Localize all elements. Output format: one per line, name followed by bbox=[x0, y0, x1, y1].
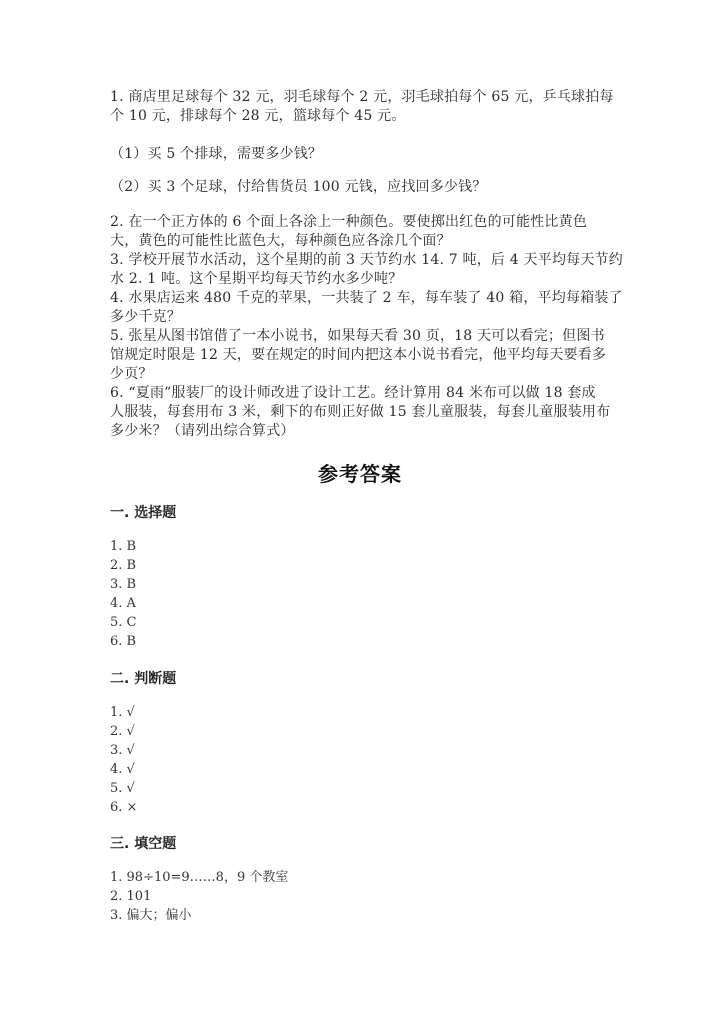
question-4-line-2: 多少千克？ bbox=[110, 309, 181, 325]
section-1-answer-5: 5. C bbox=[110, 615, 137, 630]
section-2-answer-2: 2. √ bbox=[110, 724, 135, 739]
question-6-line-1: 6. “夏雨”服装厂的设计师改进了设计工艺。经计算用 84 米布可以做 18 套成 bbox=[110, 385, 596, 401]
section-1-answer-1: 1. B bbox=[110, 539, 137, 554]
question-1-sub-1: （1）买 5 个排球，需要多少钱？ bbox=[110, 146, 323, 162]
section-2-answer-1: 1. √ bbox=[110, 705, 135, 720]
question-6-line-3: 多少米？（请列出综合算式） bbox=[110, 423, 295, 439]
question-2-line-2: 大，黄色的可能性比蓝色大，每种颜色应各涂几个面？ bbox=[110, 233, 451, 249]
question-5-line-2: 馆规定时限是 12 天，要在规定的时间内把这本小说书看完，他平均每天要看多 bbox=[110, 347, 607, 363]
section-1-heading: 一. 选择题 bbox=[110, 505, 177, 521]
question-1-line-1: 1. 商店里足球每个 32 元，羽毛球每个 2 元，羽毛球拍每个 65 元，乒乓球拍每 bbox=[110, 89, 614, 105]
question-6-line-2: 人服装，每套用布 3 米，剩下的布则正好做 15 套儿童服装，每套儿童服装用布 bbox=[110, 404, 611, 420]
section-2-answer-3: 3. √ bbox=[110, 743, 135, 758]
question-5-line-1: 5. 张星从图书馆借了一本小说书，如果每天看 30 页，18 天可以看完；但图书 bbox=[110, 328, 605, 344]
question-1-sub-2: （2）买 3 个足球，付给售货员 100 元钱，应找回多少钱？ bbox=[110, 179, 487, 195]
section-3-answer-1: 1. 98÷10=9……8，9 个教室 bbox=[110, 870, 289, 885]
question-5-line-3: 少页？ bbox=[110, 366, 153, 382]
question-3-line-2: 水 2. 1 吨。这个星期平均每天节约水多少吨？ bbox=[110, 271, 403, 287]
section-1-answer-4: 4. A bbox=[110, 596, 136, 611]
question-1-line-2: 个 10 元，排球每个 28 元，篮球每个 45 元。 bbox=[110, 108, 406, 124]
answers-title: 参考答案 bbox=[318, 462, 402, 486]
section-2-answer-5: 5. √ bbox=[110, 781, 135, 796]
section-3-answer-3: 3. 偏大；偏小 bbox=[110, 908, 192, 923]
section-1-answer-6: 6. B bbox=[110, 634, 137, 649]
question-3-line-1: 3. 学校开展节水活动，这个星期的前 3 天节约水 14. 7 吨，后 4 天平均每天节约 bbox=[110, 252, 623, 268]
section-1-answer-3: 3. B bbox=[110, 577, 137, 592]
section-3-answer-2: 2. 101 bbox=[110, 889, 152, 904]
question-4-line-1: 4. 水果店运来 480 千克的苹果，一共装了 2 车，每车装了 40 箱，平均每箱装了 bbox=[110, 290, 623, 306]
section-2-answer-4: 4. √ bbox=[110, 762, 135, 777]
section-1-answer-2: 2. B bbox=[110, 558, 137, 573]
section-3-heading: 三. 填空题 bbox=[110, 836, 177, 852]
question-2-line-1: 2. 在一个正方体的 6 个面上各涂上一种颜色。要使掷出红色的可能性比黄色 bbox=[110, 214, 588, 230]
section-2-heading: 二. 判断题 bbox=[110, 671, 177, 687]
section-2-answer-6: 6. × bbox=[110, 800, 138, 815]
